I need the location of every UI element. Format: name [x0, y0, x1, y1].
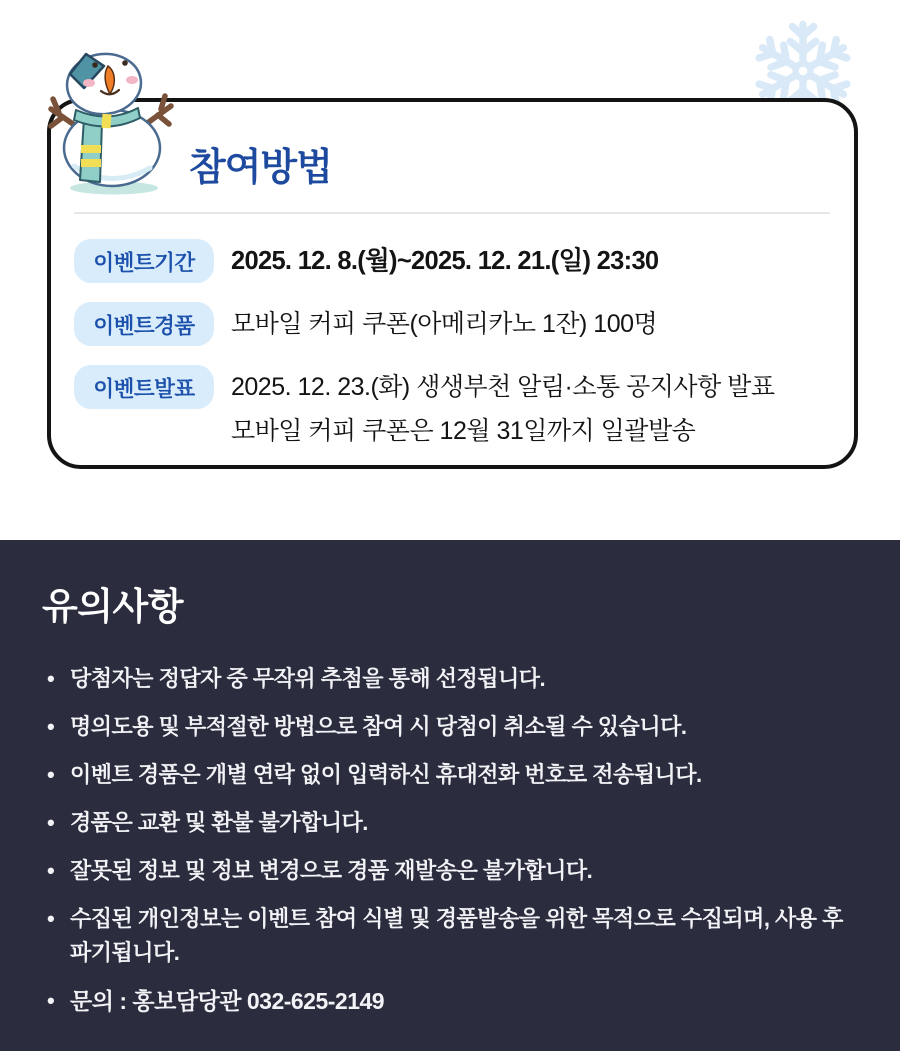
notice-item: • 경품은 교환 및 환불 불가합니다. — [42, 806, 858, 840]
snowman-illustration — [44, 38, 180, 200]
page-title: 참여방법 — [189, 147, 332, 189]
event-info-rows — [51, 214, 854, 453]
notice-item: • 수집된 개인정보는 이벤트 참여 식별 및 경품발송을 위한 목적으로 수집되며, 사용 후 파기됩니다. — [42, 902, 858, 970]
notice-section — [0, 540, 900, 1051]
notice-title: 유의사항 — [42, 586, 183, 627]
notice-item: • 명의도용 및 부적절한 방법으로 참여 시 당첨이 취소될 수 있습니다. — [42, 710, 858, 744]
event-prize-badge: 이벤트경품 — [74, 302, 214, 346]
notice-item-contact: • 문의 : 홍보담당관 032-625-2149 — [42, 984, 858, 1018]
event-announce-badge: 이벤트발표 — [74, 365, 214, 409]
notice-item: • 이벤트 경품은 개별 연락 없이 입력하신 휴대전화 번호로 전송됩니다. — [42, 758, 858, 792]
event-prize-row — [74, 302, 834, 346]
event-period-row — [74, 239, 834, 283]
notice-item: • 잘못된 정보 및 정보 변경으로 경품 재발송은 불가합니다. — [42, 854, 858, 888]
event-announce-value: 2025. 12. 23.(화) 생생부천 알림·소통 공지사항 발표 모바일 커피 쿠폰은 12월 31일까지 일괄발송 — [231, 373, 775, 445]
event-prize-value: 모바일 커피 쿠폰(아메리카노 1잔) 100명 — [231, 310, 658, 338]
notice-item: • 당첨자는 정답자 중 무작위 추첨을 통해 선정됩니다. — [42, 662, 858, 696]
notice-list — [42, 662, 858, 1018]
event-announce-row — [74, 365, 834, 453]
event-period-badge: 이벤트기간 — [74, 239, 214, 283]
event-period-value: 2025. 12. 8.(월)~2025. 12. 21.(일) 23:30 — [231, 247, 659, 275]
